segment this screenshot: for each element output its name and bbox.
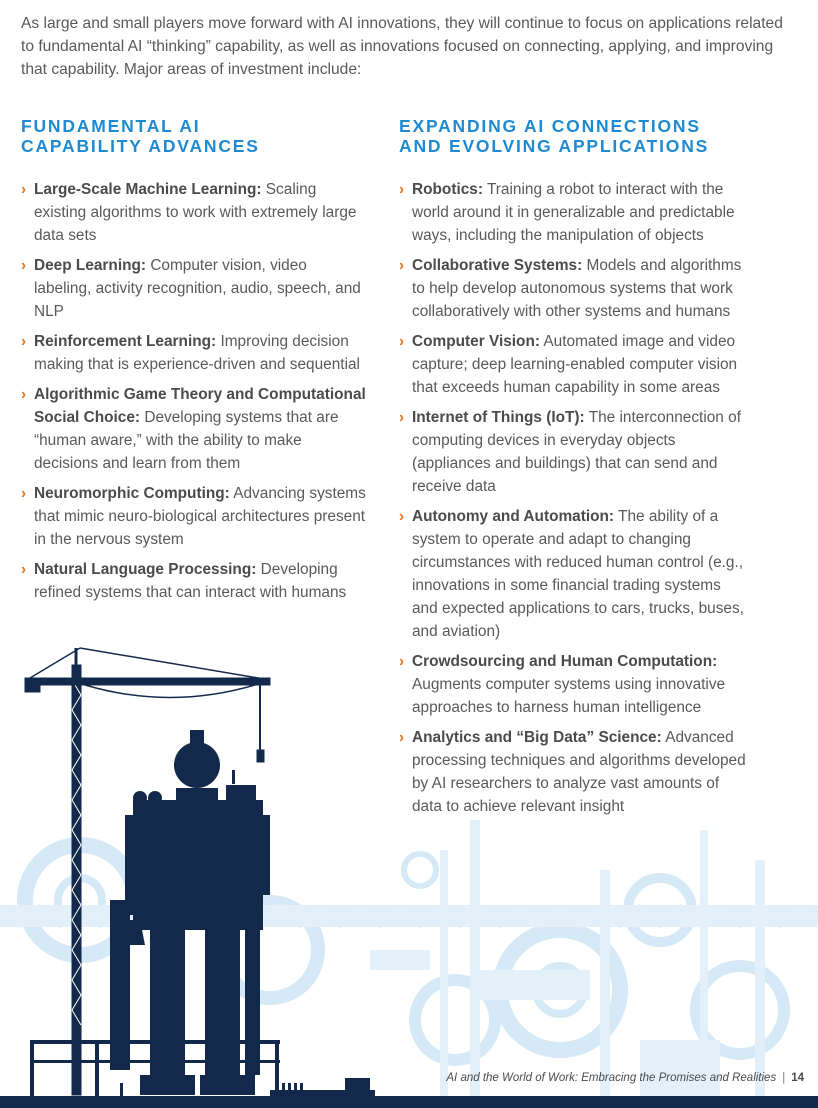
item-term: Autonomy and Automation: (412, 508, 615, 525)
chevron-right-icon: › (399, 729, 405, 746)
item-term: Natural Language Processing: (34, 561, 257, 578)
footer-title: AI and the World of Work: Embracing the Promises and Realities (446, 1072, 777, 1084)
bottom-bar (0, 1104, 818, 1108)
item-description: Advancing systems that mimic neuro-biological architectures present in the nervous system (34, 485, 366, 548)
item-description: Automated image and video capture; deep learning-enabled computer vision that exceeds human capability in some areas (412, 333, 738, 396)
chevron-right-icon: › (399, 508, 405, 525)
heading-line-2: CAPABILITY ADVANCES (21, 136, 260, 156)
heading-line-1: FUNDAMENTAL AI (21, 116, 201, 136)
item-term: Large-Scale Machine Learning: (34, 181, 262, 198)
chevron-right-icon: › (21, 257, 27, 274)
page-number: 14 (791, 1072, 804, 1084)
list-item (21, 254, 366, 323)
chevron-right-icon: › (399, 181, 405, 198)
list-item (21, 558, 366, 604)
item-description: Models and algorithms to help develop autonomous systems that work collaboratively with other systems and humans (412, 257, 742, 320)
robot-construction-illustration (0, 620, 818, 1104)
item-description: Augments computer systems using innovative approaches to harness human intelligence (412, 676, 726, 716)
item-description: Developing refined systems that can interact with humans (34, 561, 347, 601)
chevron-right-icon: › (21, 561, 27, 578)
list-item (21, 482, 366, 551)
fundamental-ai-heading (21, 116, 366, 156)
item-term: Analytics and “Big Data” Science: (412, 729, 662, 746)
item-term: Internet of Things (IoT): (412, 409, 585, 426)
chevron-right-icon: › (399, 257, 405, 274)
chevron-right-icon: › (399, 333, 405, 350)
heading-line-2: AND EVOLVING APPLICATIONS (399, 136, 710, 156)
chevron-right-icon: › (21, 485, 27, 502)
item-term: Neuromorphic Computing: (34, 485, 230, 502)
chevron-right-icon: › (21, 386, 27, 403)
item-description: Scaling existing algorithms to work with extremely large data sets (34, 181, 357, 244)
item-description: Developing systems that are “human aware,” with the ability to make decisions and learn from them (34, 409, 339, 472)
item-description: The ability of a system to operate and adapt to changing circumstances with reduced human control (e.g., innovations in some financial trading systems and expected applications to cars, trucks, buses, and aviation) (412, 508, 744, 640)
item-description: The interconnection of computing devices in everyday objects (appliances and buildings) that can send and receive data (412, 409, 741, 495)
footer-separator: | (782, 1072, 786, 1084)
item-description: Computer vision, video labeling, activity recognition, audio, speech, and NLP (34, 257, 361, 320)
item-description: Improving decision making that is experience-driven and sequential (34, 333, 360, 373)
item-term: Crowdsourcing and Human Computation: (412, 653, 718, 670)
item-term: Reinforcement Learning: (34, 333, 217, 350)
item-description: Training a robot to interact with the world around it in generalizable and predictable ways, including the manipulation of objects (412, 181, 735, 244)
intro-paragraph: As large and small players move forward with AI innovations, they will continue to focus on applications related to fundamental AI “thinking” capability, as well as innovations focused on connecting, applying, and improving that capability. Major areas of investment include: (21, 15, 783, 78)
item-term: Deep Learning: (34, 257, 147, 274)
list-item (399, 178, 749, 247)
fundamental-ai-list (21, 178, 366, 604)
list-item (21, 178, 366, 247)
item-description: Advanced processing techniques and algorithms developed by AI researchers to analyze vast amounts of data to achieve relevant insight (412, 729, 746, 815)
chevron-right-icon: › (21, 333, 27, 350)
item-term: Algorithmic Game Theory and Computational Social Choice: (34, 386, 366, 426)
fundamental-ai-column (21, 116, 366, 611)
chevron-right-icon: › (399, 409, 405, 426)
list-item (399, 406, 749, 498)
list-item (399, 330, 749, 399)
heading-line-1: EXPANDING AI CONNECTIONS (399, 116, 701, 136)
page-footer (446, 1072, 804, 1084)
item-term: Computer Vision: (412, 333, 540, 350)
chevron-right-icon: › (21, 181, 27, 198)
chevron-right-icon: › (399, 653, 405, 670)
list-item (21, 330, 366, 376)
list-item (21, 383, 366, 475)
item-term: Collaborative Systems: (412, 257, 583, 274)
expanding-ai-heading (399, 116, 749, 156)
list-item (399, 254, 749, 323)
item-term: Robotics: (412, 181, 483, 198)
